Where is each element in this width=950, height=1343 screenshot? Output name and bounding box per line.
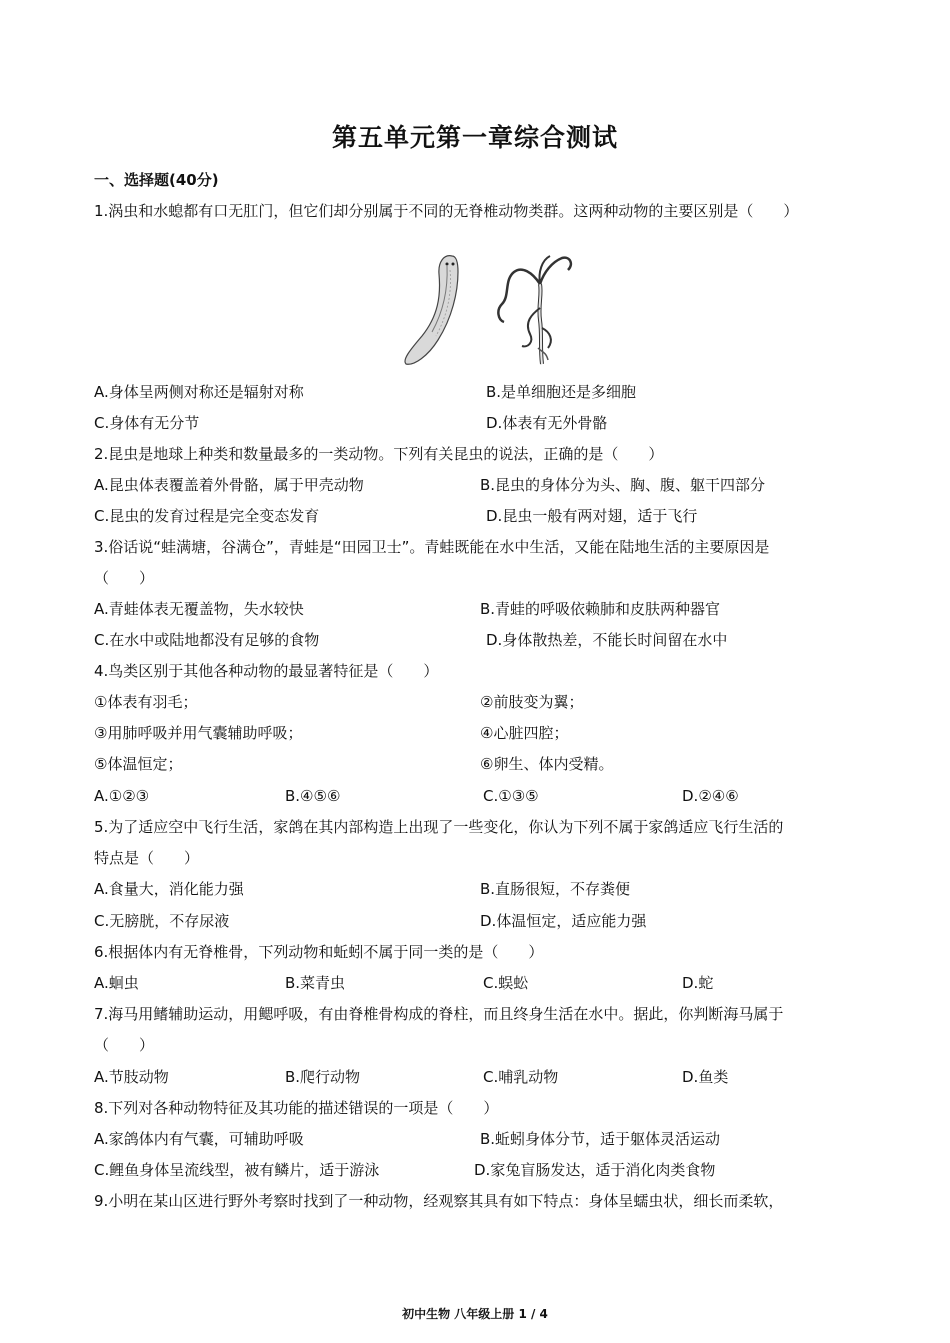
hydra-illustration: [498, 256, 571, 364]
question-2-stem: 2.昆虫是地球上种类和数量最多的一类动物。下列有关昆虫的说法，正确的是（ ）: [94, 445, 664, 463]
q1-option-b[interactable]: B.是单细胞还是多细胞: [486, 383, 637, 401]
q2-option-a[interactable]: A.昆虫体表覆盖着外骨骼，属于甲壳动物: [94, 476, 364, 494]
question-3-stem: 3.俗话说“蛙满塘，谷满仓”，青蛙是“田园卫士”。青蛙既能在水中生活，又能在陆地生活的主要原因是: [94, 538, 770, 556]
q4-item-5: ⑤体温恒定；: [94, 755, 183, 773]
page-title: 第五单元第一章综合测试: [331, 123, 618, 152]
q7-option-b[interactable]: B.爬行动物: [285, 1068, 361, 1086]
q8-option-c[interactable]: C.鲤鱼身体呈流线型，被有鳞片，适于游泳: [94, 1161, 380, 1179]
question-5-stem: 5.为了适应空中飞行生活，家鸽在其内部构造上出现了一些变化，你认为下列不属于家鸽适应飞行生活的: [94, 818, 784, 836]
q4-option-a[interactable]: A.①②③: [94, 787, 150, 805]
question-9-stem: 9.小明在某山区进行野外考察时找到了一种动物，经观察其具有如下特点：身体呈蠕虫状，细长而柔软，: [94, 1192, 784, 1210]
q7-option-d[interactable]: D.鱼类: [682, 1068, 729, 1086]
q3-option-a[interactable]: A.青蛙体表无覆盖物，失水较快: [94, 600, 304, 618]
q4-option-b[interactable]: B.④⑤⑥: [285, 787, 341, 805]
q3-option-c[interactable]: C.在水中或陆地都没有足够的食物: [94, 631, 320, 649]
question-8-stem: 8.下列对各种动物特征及其功能的描述错误的一项是（ ）: [94, 1099, 499, 1117]
q5-option-c[interactable]: C.无膀胱，不存尿液: [94, 912, 230, 930]
q4-item-1: ①体表有羽毛；: [94, 693, 198, 711]
q2-option-d[interactable]: D.昆虫一般有两对翅，适于飞行: [486, 507, 698, 525]
q8-option-b[interactable]: B.蚯蚓身体分节，适于躯体灵活运动: [480, 1130, 721, 1148]
q1-option-c[interactable]: C.身体有无分节: [94, 414, 200, 432]
question-1-stem: 1.涡虫和水螅都有口无肛门，但它们却分别属于不同的无脊椎动物类群。这两种动物的主要区别是（ ）: [94, 202, 799, 220]
flatworm-hydra-figure: [392, 248, 582, 368]
question-6-stem: 6.根据体内有无脊椎骨，下列动物和蚯蚓不属于同一类的是（ ）: [94, 943, 544, 961]
q4-option-c[interactable]: C.①③⑤: [483, 787, 539, 805]
question-3-stem-cont: （ ）: [94, 569, 155, 587]
q5-option-b[interactable]: B.直肠很短，不存粪便: [480, 880, 631, 898]
question-5-stem-cont: 特点是（ ）: [94, 849, 200, 867]
q4-item-2: ②前肢变为翼；: [480, 693, 584, 711]
q1-option-a[interactable]: A.身体呈两侧对称还是辐射对称: [94, 383, 304, 401]
q5-option-a[interactable]: A.食量大，消化能力强: [94, 880, 244, 898]
q2-option-b[interactable]: B.昆虫的身体分为头、胸、腹、躯干四部分: [480, 476, 766, 494]
q8-option-d[interactable]: D.家兔盲肠发达，适于消化肉类食物: [474, 1161, 716, 1179]
q6-option-b[interactable]: B.菜青虫: [285, 974, 346, 992]
q6-option-d[interactable]: D.蛇: [682, 974, 714, 992]
question-4-stem: 4.鸟类区别于其他各种动物的最显著特征是（ ）: [94, 662, 439, 680]
q4-item-6: ⑥卵生、体内受精。: [480, 755, 614, 773]
q8-option-a[interactable]: A.家鸽体内有气囊，可辅助呼吸: [94, 1130, 304, 1148]
q4-item-3: ③用肺呼吸并用气囊辅助呼吸；: [94, 724, 303, 742]
q3-option-b[interactable]: B.青蛙的呼吸依赖肺和皮肤两种器官: [480, 600, 721, 618]
question-7-stem: 7.海马用鳍辅助运动，用鳃呼吸，有由脊椎骨构成的脊柱，而且终身生活在水中。据此，你判断海马属于: [94, 1005, 784, 1023]
q6-option-a[interactable]: A.蛔虫: [94, 974, 139, 992]
question-7-stem-cont: （ ）: [94, 1036, 155, 1054]
q7-option-a[interactable]: A.节肢动物: [94, 1068, 169, 1086]
page-footer: 初中生物 八年级上册 1 / 4: [402, 1307, 548, 1321]
q5-option-d[interactable]: D.体温恒定，适应能力强: [480, 912, 647, 930]
flatworm-illustration: [405, 256, 458, 365]
q3-option-d[interactable]: D.身体散热差，不能长时间留在水中: [486, 631, 728, 649]
q4-option-d[interactable]: D.②④⑥: [682, 787, 739, 805]
section-header: 一、选择题(40分): [94, 171, 219, 189]
q4-item-4: ④心脏四腔；: [480, 724, 569, 742]
q2-option-c[interactable]: C.昆虫的发育过程是完全变态发育: [94, 507, 320, 525]
q1-option-d[interactable]: D.体表有无外骨骼: [486, 414, 608, 432]
q6-option-c[interactable]: C.蜈蚣: [483, 974, 529, 992]
q7-option-c[interactable]: C.哺乳动物: [483, 1068, 559, 1086]
